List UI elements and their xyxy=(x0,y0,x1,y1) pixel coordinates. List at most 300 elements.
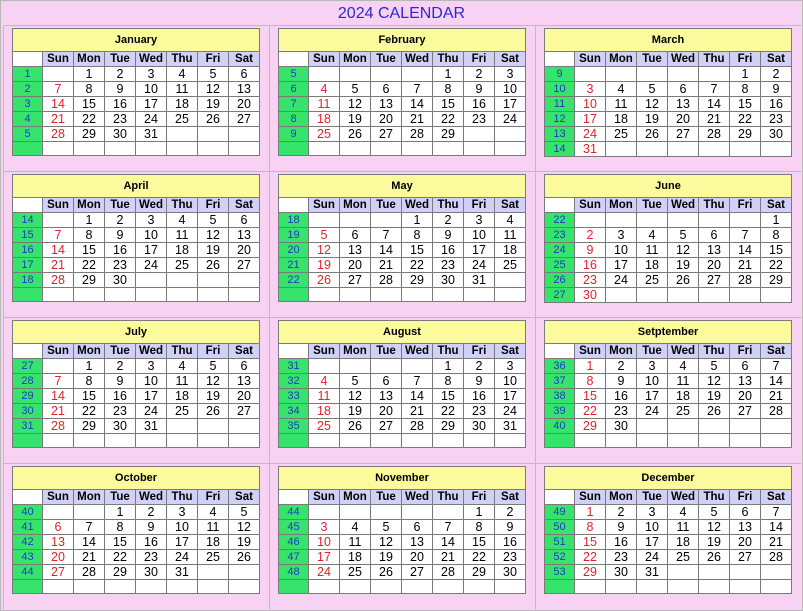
day-cell xyxy=(402,434,433,448)
sunday-cell: 3 xyxy=(575,82,606,97)
day-cell: 22 xyxy=(730,112,761,127)
day-header: Sat xyxy=(761,52,792,67)
day-cell xyxy=(761,565,792,580)
day-cell: 11 xyxy=(637,243,668,258)
day-cell: 14 xyxy=(730,243,761,258)
week-row xyxy=(545,580,792,594)
day-cell: 7 xyxy=(433,520,464,535)
day-cell xyxy=(495,273,526,288)
day-header: Sat xyxy=(495,52,526,67)
day-cell: 4 xyxy=(198,505,229,520)
month-name: July xyxy=(13,321,260,344)
day-cell: 10 xyxy=(136,82,167,97)
week-row xyxy=(13,359,260,374)
sunday-cell xyxy=(43,213,74,228)
week-number: 38 xyxy=(545,389,575,404)
sunday-cell: 1 xyxy=(575,505,606,520)
day-cell: 17 xyxy=(606,258,637,273)
day-cell: 7 xyxy=(699,82,730,97)
day-cell xyxy=(167,127,198,142)
sunday-cell xyxy=(43,505,74,520)
day-cell xyxy=(495,288,526,302)
day-cell: 13 xyxy=(730,520,761,535)
day-cell xyxy=(637,419,668,434)
day-cell: 18 xyxy=(668,535,699,550)
day-cell xyxy=(761,419,792,434)
day-cell: 26 xyxy=(198,404,229,419)
day-cell: 11 xyxy=(606,97,637,112)
day-cell: 16 xyxy=(495,535,526,550)
day-cell xyxy=(198,288,229,302)
week-row xyxy=(13,550,260,565)
day-cell: 28 xyxy=(699,127,730,142)
day-cell: 13 xyxy=(340,243,371,258)
week-row xyxy=(279,580,526,594)
day-cell xyxy=(433,288,464,302)
day-cell: 20 xyxy=(699,258,730,273)
day-cell xyxy=(198,434,229,448)
day-cell: 13 xyxy=(402,535,433,550)
week-number: 15 xyxy=(13,228,43,243)
day-header: Tue xyxy=(371,490,402,505)
day-header: Fri xyxy=(198,198,229,213)
day-cell xyxy=(761,288,792,303)
day-cell: 10 xyxy=(136,228,167,243)
day-cell: 29 xyxy=(464,565,495,580)
week-row xyxy=(279,565,526,580)
day-cell: 2 xyxy=(464,67,495,82)
day-cell xyxy=(606,580,637,594)
day-cell: 10 xyxy=(495,82,526,97)
week-number: 41 xyxy=(13,520,43,535)
day-cell: 15 xyxy=(402,243,433,258)
day-cell: 12 xyxy=(229,520,260,535)
day-cell: 12 xyxy=(699,520,730,535)
day-cell: 20 xyxy=(371,112,402,127)
month-table xyxy=(12,320,260,448)
sunday-cell: 22 xyxy=(575,404,606,419)
week-row xyxy=(279,142,526,156)
week-row xyxy=(13,243,260,258)
week-header-blank xyxy=(13,490,43,505)
day-cell: 3 xyxy=(495,67,526,82)
week-number: 52 xyxy=(545,550,575,565)
day-cell: 24 xyxy=(637,550,668,565)
sunday-cell xyxy=(309,67,340,82)
day-cell: 6 xyxy=(229,213,260,228)
day-cell: 27 xyxy=(229,258,260,273)
day-header: Wed xyxy=(668,344,699,359)
page-title: 2024 CALENDAR xyxy=(2,3,801,24)
day-cell: 6 xyxy=(371,82,402,97)
sunday-cell: 15 xyxy=(575,389,606,404)
day-header: Wed xyxy=(668,490,699,505)
day-cell: 27 xyxy=(699,273,730,288)
day-cell: 13 xyxy=(229,228,260,243)
day-cell: 11 xyxy=(167,374,198,389)
day-cell: 4 xyxy=(340,520,371,535)
week-number: 40 xyxy=(545,419,575,434)
day-cell: 8 xyxy=(74,82,105,97)
day-cell: 8 xyxy=(74,228,105,243)
day-cell: 12 xyxy=(668,243,699,258)
week-number: 53 xyxy=(545,565,575,580)
day-header: Thu xyxy=(699,490,730,505)
day-cell: 3 xyxy=(495,359,526,374)
day-cell: 16 xyxy=(433,243,464,258)
week-number: 11 xyxy=(545,97,575,112)
week-row xyxy=(545,127,792,142)
day-cell xyxy=(340,288,371,302)
day-header: Sun xyxy=(309,52,340,67)
day-cell: 8 xyxy=(464,520,495,535)
day-cell: 3 xyxy=(637,505,668,520)
week-row xyxy=(279,97,526,112)
day-cell: 5 xyxy=(229,505,260,520)
day-cell: 14 xyxy=(699,97,730,112)
day-cell xyxy=(167,419,198,434)
month-name: April xyxy=(13,175,260,198)
day-cell xyxy=(637,580,668,594)
week-header-blank xyxy=(279,198,309,213)
day-cell: 30 xyxy=(495,565,526,580)
day-cell: 29 xyxy=(74,419,105,434)
day-cell: 23 xyxy=(105,258,136,273)
month-name: November xyxy=(279,467,526,490)
day-cell xyxy=(105,434,136,448)
day-cell: 16 xyxy=(464,97,495,112)
week-number: 33 xyxy=(279,389,309,404)
day-cell: 24 xyxy=(136,404,167,419)
day-cell: 26 xyxy=(340,419,371,434)
sunday-cell: 21 xyxy=(43,112,74,127)
month-panel-october xyxy=(3,463,269,609)
day-cell: 7 xyxy=(761,359,792,374)
day-cell xyxy=(668,213,699,228)
day-cell: 12 xyxy=(340,97,371,112)
day-cell: 9 xyxy=(606,520,637,535)
day-cell: 4 xyxy=(495,213,526,228)
day-header: Sun xyxy=(43,344,74,359)
day-cell xyxy=(699,434,730,448)
day-cell: 29 xyxy=(730,127,761,142)
day-cell: 24 xyxy=(606,273,637,288)
day-cell xyxy=(433,434,464,448)
day-header: Fri xyxy=(464,52,495,67)
day-cell: 18 xyxy=(167,389,198,404)
week-number: 47 xyxy=(279,550,309,565)
day-cell: 19 xyxy=(198,389,229,404)
sunday-cell: 13 xyxy=(43,535,74,550)
sunday-cell: 14 xyxy=(43,389,74,404)
day-cell: 7 xyxy=(74,520,105,535)
sunday-cell: 26 xyxy=(309,273,340,288)
day-cell xyxy=(371,67,402,82)
week-number: 20 xyxy=(279,243,309,258)
day-cell: 29 xyxy=(74,273,105,288)
day-cell: 21 xyxy=(730,258,761,273)
day-cell xyxy=(167,580,198,594)
day-cell: 6 xyxy=(699,228,730,243)
day-cell: 4 xyxy=(167,67,198,82)
week-row xyxy=(279,273,526,288)
day-cell: 24 xyxy=(637,404,668,419)
sunday-cell: 7 xyxy=(43,82,74,97)
week-row xyxy=(13,374,260,389)
day-cell: 27 xyxy=(668,127,699,142)
day-cell: 23 xyxy=(433,258,464,273)
week-header-blank xyxy=(279,490,309,505)
month-panel-may xyxy=(269,171,535,317)
month-name: August xyxy=(279,321,526,344)
month-table xyxy=(12,28,260,156)
day-header: Sat xyxy=(495,490,526,505)
day-cell: 6 xyxy=(730,505,761,520)
day-cell: 17 xyxy=(136,389,167,404)
month-panel-november xyxy=(269,463,535,609)
sunday-cell xyxy=(309,142,340,156)
day-cell xyxy=(495,580,526,594)
day-cell xyxy=(699,419,730,434)
day-cell: 15 xyxy=(74,243,105,258)
day-cell: 31 xyxy=(167,565,198,580)
day-cell: 24 xyxy=(495,404,526,419)
month-panel-january xyxy=(3,25,269,171)
week-row xyxy=(545,228,792,243)
month-panel-july xyxy=(3,317,269,463)
day-cell xyxy=(464,142,495,156)
day-cell: 7 xyxy=(402,374,433,389)
sunday-cell xyxy=(43,67,74,82)
day-cell xyxy=(606,213,637,228)
week-number: 22 xyxy=(545,213,575,228)
sunday-cell: 1 xyxy=(575,359,606,374)
day-cell: 17 xyxy=(464,243,495,258)
day-cell xyxy=(668,434,699,448)
week-header-blank xyxy=(279,344,309,359)
day-header: Tue xyxy=(637,344,668,359)
day-cell: 19 xyxy=(699,535,730,550)
day-cell: 30 xyxy=(105,127,136,142)
day-cell: 12 xyxy=(371,535,402,550)
day-cell: 5 xyxy=(699,359,730,374)
week-row xyxy=(545,359,792,374)
day-cell xyxy=(637,142,668,157)
day-header: Tue xyxy=(105,490,136,505)
day-cell: 12 xyxy=(699,374,730,389)
day-cell: 9 xyxy=(464,374,495,389)
day-header: Thu xyxy=(433,52,464,67)
week-number: 26 xyxy=(545,273,575,288)
week-number xyxy=(13,580,43,594)
day-cell: 26 xyxy=(340,127,371,142)
day-cell: 18 xyxy=(167,97,198,112)
day-cell: 29 xyxy=(105,565,136,580)
day-cell: 3 xyxy=(136,213,167,228)
day-cell: 21 xyxy=(699,112,730,127)
day-cell: 15 xyxy=(74,97,105,112)
day-cell xyxy=(74,142,105,156)
day-cell: 15 xyxy=(730,97,761,112)
day-header: Mon xyxy=(606,52,637,67)
day-cell: 19 xyxy=(668,258,699,273)
day-cell xyxy=(136,580,167,594)
day-cell: 24 xyxy=(136,112,167,127)
day-cell: 17 xyxy=(495,389,526,404)
day-cell: 18 xyxy=(167,243,198,258)
day-header: Sat xyxy=(229,198,260,213)
day-cell: 13 xyxy=(730,374,761,389)
day-cell: 10 xyxy=(637,520,668,535)
sunday-cell: 19 xyxy=(309,258,340,273)
day-cell: 1 xyxy=(402,213,433,228)
month-table xyxy=(544,28,792,157)
day-header: Fri xyxy=(730,344,761,359)
day-header: Fri xyxy=(464,344,495,359)
day-cell xyxy=(371,580,402,594)
day-cell: 12 xyxy=(198,374,229,389)
day-cell xyxy=(229,580,260,594)
day-cell: 21 xyxy=(761,535,792,550)
day-cell xyxy=(730,565,761,580)
month-grid xyxy=(3,25,801,610)
day-cell: 18 xyxy=(340,550,371,565)
day-cell: 27 xyxy=(371,127,402,142)
day-cell: 27 xyxy=(402,565,433,580)
sunday-cell: 18 xyxy=(309,112,340,127)
week-number: 48 xyxy=(279,565,309,580)
day-header: Sun xyxy=(309,344,340,359)
day-header: Tue xyxy=(105,344,136,359)
day-cell xyxy=(402,505,433,520)
day-header: Sun xyxy=(309,490,340,505)
sunday-cell xyxy=(309,434,340,448)
week-row xyxy=(13,404,260,419)
day-header: Fri xyxy=(464,198,495,213)
day-cell: 17 xyxy=(167,535,198,550)
day-cell: 19 xyxy=(371,550,402,565)
day-header: Thu xyxy=(167,52,198,67)
day-cell: 10 xyxy=(606,243,637,258)
day-cell xyxy=(105,580,136,594)
day-cell: 20 xyxy=(730,535,761,550)
week-row xyxy=(545,67,792,82)
day-cell: 21 xyxy=(402,112,433,127)
day-cell: 15 xyxy=(105,535,136,550)
sunday-cell: 28 xyxy=(43,273,74,288)
month-table xyxy=(278,320,526,448)
day-cell: 13 xyxy=(371,389,402,404)
day-cell xyxy=(371,505,402,520)
day-cell: 25 xyxy=(637,273,668,288)
week-number: 27 xyxy=(13,359,43,374)
day-cell: 9 xyxy=(105,374,136,389)
day-cell xyxy=(699,67,730,82)
week-number: 9 xyxy=(279,127,309,142)
day-header: Wed xyxy=(668,52,699,67)
day-cell: 4 xyxy=(637,228,668,243)
day-cell: 23 xyxy=(606,404,637,419)
day-cell: 16 xyxy=(105,389,136,404)
month-name: October xyxy=(13,467,260,490)
day-header: Wed xyxy=(136,344,167,359)
day-cell xyxy=(637,67,668,82)
week-row xyxy=(13,505,260,520)
week-number: 14 xyxy=(13,213,43,228)
day-cell: 31 xyxy=(136,127,167,142)
day-cell: 5 xyxy=(371,520,402,535)
day-cell: 22 xyxy=(761,258,792,273)
sunday-cell xyxy=(309,288,340,302)
month-panel-june xyxy=(535,171,801,317)
sunday-cell: 10 xyxy=(309,535,340,550)
day-cell: 12 xyxy=(198,82,229,97)
month-name: February xyxy=(279,29,526,52)
week-row xyxy=(13,434,260,448)
sunday-cell xyxy=(43,580,74,594)
day-cell: 21 xyxy=(433,550,464,565)
week-row xyxy=(545,389,792,404)
month-table xyxy=(278,174,526,302)
day-cell: 14 xyxy=(761,374,792,389)
day-cell: 13 xyxy=(668,97,699,112)
day-cell: 27 xyxy=(229,404,260,419)
week-number: 50 xyxy=(545,520,575,535)
week-number: 10 xyxy=(545,82,575,97)
week-row xyxy=(545,243,792,258)
day-cell xyxy=(668,419,699,434)
day-header: Sun xyxy=(575,52,606,67)
day-cell: 8 xyxy=(402,228,433,243)
week-row xyxy=(279,258,526,273)
sunday-cell: 11 xyxy=(309,389,340,404)
day-cell: 30 xyxy=(464,419,495,434)
day-cell xyxy=(730,580,761,594)
day-cell: 20 xyxy=(229,389,260,404)
day-cell: 8 xyxy=(433,82,464,97)
day-cell: 24 xyxy=(136,258,167,273)
sunday-cell: 5 xyxy=(309,228,340,243)
day-cell: 16 xyxy=(136,535,167,550)
day-cell: 3 xyxy=(637,359,668,374)
day-header: Mon xyxy=(340,52,371,67)
month-table xyxy=(544,466,792,594)
day-cell: 23 xyxy=(761,112,792,127)
week-number: 19 xyxy=(279,228,309,243)
day-cell xyxy=(402,580,433,594)
day-header: Sat xyxy=(495,198,526,213)
day-cell xyxy=(464,127,495,142)
day-cell xyxy=(340,359,371,374)
day-cell: 24 xyxy=(495,112,526,127)
day-header: Wed xyxy=(402,52,433,67)
sunday-cell: 15 xyxy=(575,535,606,550)
day-header: Sun xyxy=(575,490,606,505)
sunday-cell: 24 xyxy=(309,565,340,580)
day-cell xyxy=(606,67,637,82)
day-cell: 15 xyxy=(761,243,792,258)
week-number: 5 xyxy=(13,127,43,142)
day-cell xyxy=(730,288,761,303)
month-panel-setptember xyxy=(535,317,801,463)
sunday-cell: 17 xyxy=(309,550,340,565)
day-header: Thu xyxy=(699,198,730,213)
day-cell xyxy=(668,288,699,303)
sunday-cell xyxy=(43,288,74,302)
sunday-cell: 16 xyxy=(575,258,606,273)
week-number: 34 xyxy=(279,404,309,419)
day-cell: 25 xyxy=(167,404,198,419)
